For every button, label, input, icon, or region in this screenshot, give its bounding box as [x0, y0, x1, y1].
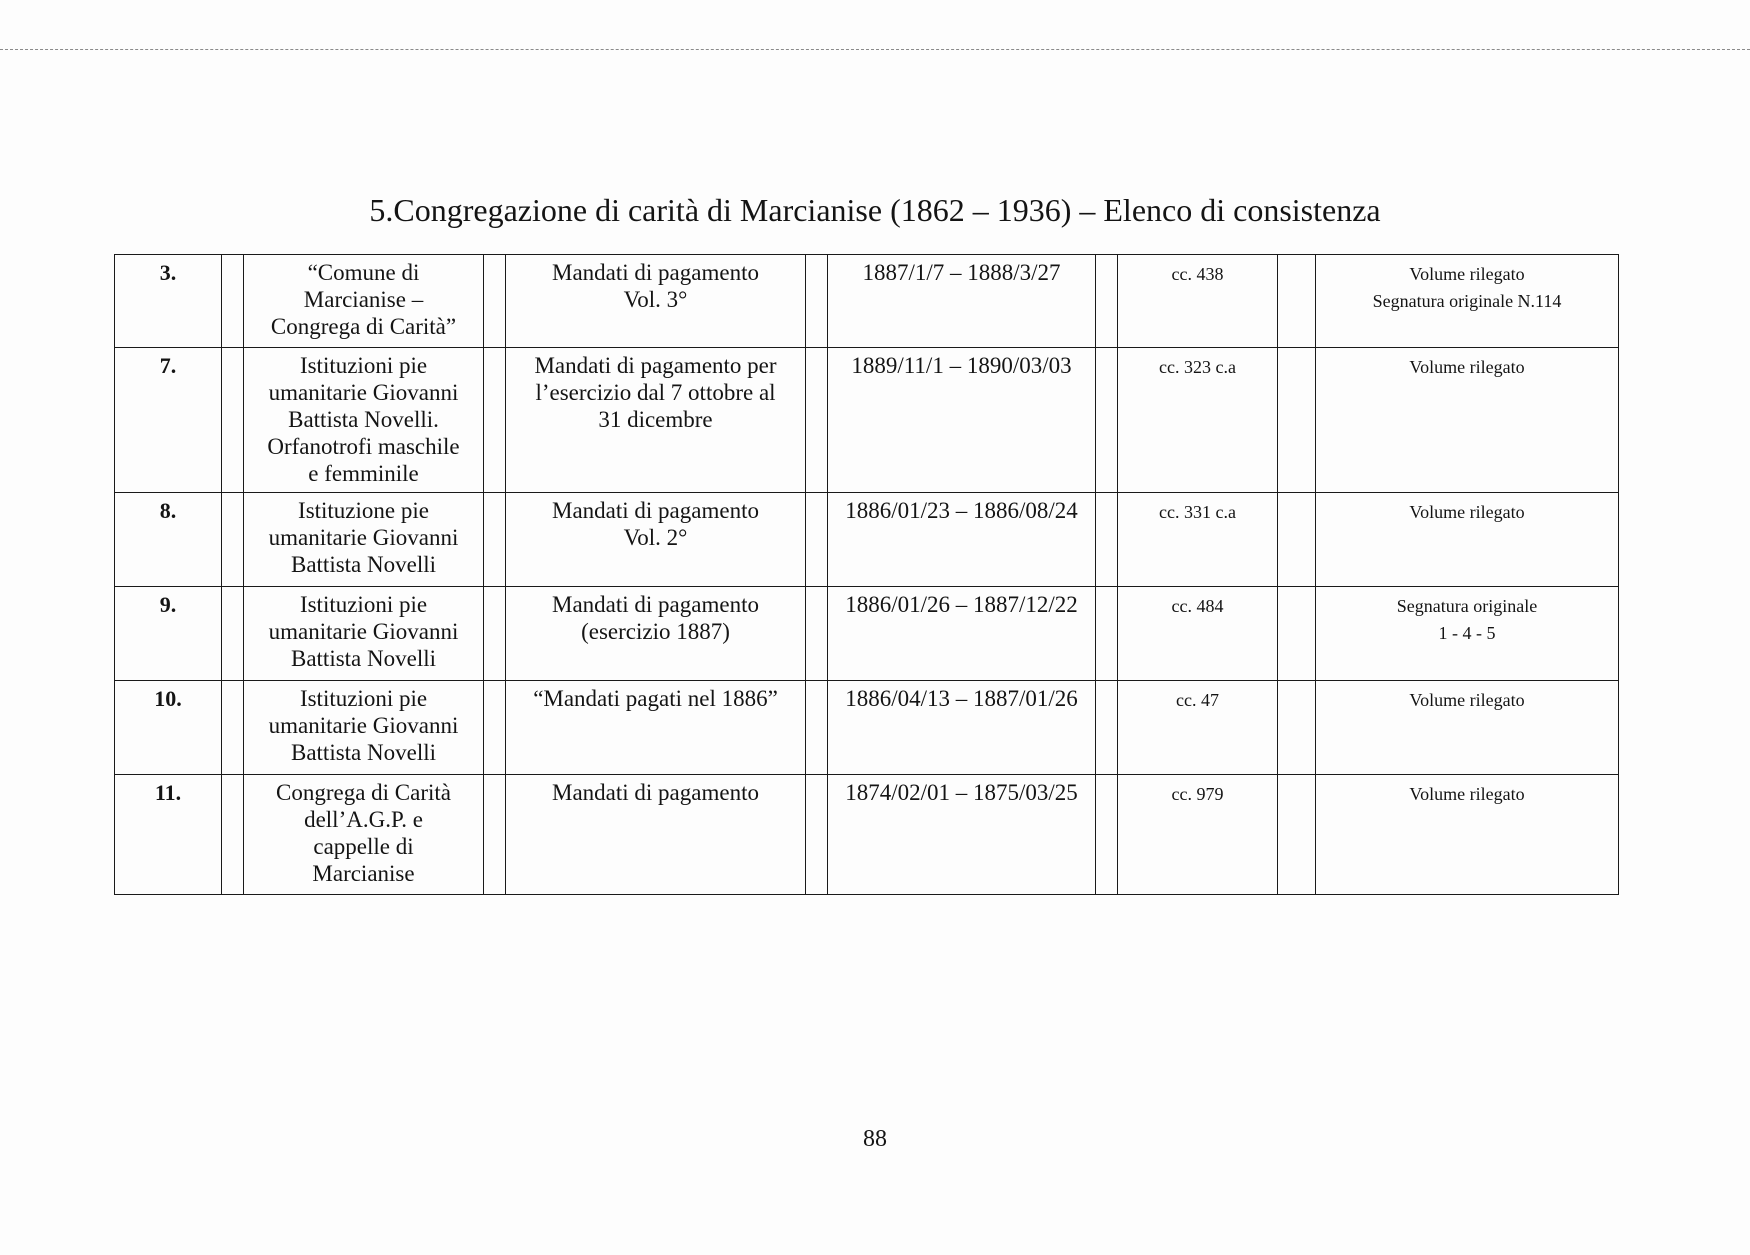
- notes-line: Volume rilegato: [1409, 784, 1525, 804]
- column-divider: [484, 681, 506, 775]
- column-divider: [1096, 255, 1118, 348]
- notes-cell: [1316, 255, 1619, 348]
- description-line: Vol. 3°: [623, 287, 688, 312]
- description-cell: [506, 348, 806, 493]
- description-line: 31 dicembre: [598, 407, 713, 432]
- date-range-cell: 1886/04/13 – 1887/01/26: [828, 681, 1096, 775]
- creator-line: e femminile: [308, 461, 419, 486]
- column-divider: [806, 348, 828, 493]
- column-divider: [1278, 255, 1316, 348]
- column-divider: [1096, 348, 1118, 493]
- description-line: Mandati di pagamento: [552, 780, 759, 805]
- description-line: Vol. 2°: [623, 525, 688, 550]
- creator-line: Congrega di Carità”: [270, 314, 457, 339]
- description-cell: [506, 775, 806, 895]
- creator-line: umanitarie Giovanni: [268, 380, 459, 405]
- column-divider: [1096, 587, 1118, 681]
- creator-line: cappelle di: [313, 834, 414, 859]
- column-divider: [222, 775, 244, 895]
- column-divider: [1278, 587, 1316, 681]
- column-divider: [484, 255, 506, 348]
- creator-line: Congrega di Carità: [275, 780, 451, 805]
- date-range-cell: 1874/02/01 – 1875/03/25: [828, 775, 1096, 895]
- table-row: [115, 681, 1619, 775]
- table-row: [115, 493, 1619, 587]
- creator-line: “Comune di: [307, 260, 420, 285]
- notes-line: Volume rilegato: [1409, 502, 1525, 522]
- creator-line: Battista Novelli.: [288, 407, 439, 432]
- description-line: Mandati di pagamento: [552, 498, 759, 523]
- column-divider: [222, 681, 244, 775]
- notes-line: Volume rilegato: [1409, 264, 1525, 284]
- notes-line: Volume rilegato: [1409, 690, 1525, 710]
- notes-cell: [1316, 587, 1619, 681]
- column-divider: [806, 775, 828, 895]
- notes-cell: [1316, 348, 1619, 493]
- creator-line: Marcianise: [312, 861, 415, 886]
- creator-line: Battista Novelli: [290, 552, 436, 577]
- column-divider: [806, 681, 828, 775]
- column-divider: [222, 587, 244, 681]
- creator-line: Istituzioni pie: [299, 592, 428, 617]
- item-number-cell: 7.: [115, 348, 222, 493]
- notes-line: Segnatura originale: [1396, 596, 1538, 616]
- notes-cell: [1316, 775, 1619, 895]
- creator-cell: [244, 348, 484, 493]
- table-row: [115, 775, 1619, 895]
- page-title: 5.Congregazione di carità di Marcianise (1862 – 1936) – Elenco di consistenza: [369, 192, 1381, 228]
- column-divider: [1278, 348, 1316, 493]
- column-divider: [222, 255, 244, 348]
- column-divider: [222, 493, 244, 587]
- notes-cell: [1316, 493, 1619, 587]
- inventory-table: [114, 254, 1619, 895]
- item-number-cell: 9.: [115, 587, 222, 681]
- notes-cell: [1316, 681, 1619, 775]
- description-line: Mandati di pagamento per: [534, 353, 777, 378]
- creator-line: dell’A.G.P. e: [304, 807, 423, 832]
- description-cell: [506, 255, 806, 348]
- column-divider: [1096, 775, 1118, 895]
- column-divider: [806, 255, 828, 348]
- creator-line: Battista Novelli: [290, 646, 436, 671]
- date-range-cell: 1887/1/7 – 1888/3/27: [828, 255, 1096, 348]
- creator-line: Istituzione pie: [298, 498, 429, 523]
- column-divider: [484, 587, 506, 681]
- description-line: l’esercizio dal 7 ottobre al: [535, 380, 776, 405]
- item-number-cell: 10.: [115, 681, 222, 775]
- creator-line: umanitarie Giovanni: [268, 619, 459, 644]
- creator-line: Orfanotrofi maschile: [267, 434, 460, 459]
- extent-cell: cc. 331 c.a: [1118, 493, 1278, 587]
- column-divider: [806, 587, 828, 681]
- table-row: [115, 348, 1619, 493]
- date-range-cell: 1889/11/1 – 1890/03/03: [828, 348, 1096, 493]
- column-divider: [1096, 493, 1118, 587]
- column-divider: [484, 348, 506, 493]
- column-divider: [806, 493, 828, 587]
- creator-cell: [244, 255, 484, 348]
- notes-line: Volume rilegato: [1409, 357, 1525, 377]
- description-cell: [506, 587, 806, 681]
- column-divider: [1278, 681, 1316, 775]
- table-row: [115, 587, 1619, 681]
- table-body: [115, 255, 1619, 895]
- description-cell: [506, 493, 806, 587]
- creator-line: Istituzioni pie: [299, 686, 428, 711]
- table-row: [115, 255, 1619, 348]
- extent-cell: cc. 438: [1118, 255, 1278, 348]
- column-divider: [1278, 493, 1316, 587]
- scan-border-line: [0, 49, 1750, 50]
- column-divider: [484, 775, 506, 895]
- creator-line: umanitarie Giovanni: [268, 713, 459, 738]
- creator-cell: [244, 493, 484, 587]
- column-divider: [1278, 775, 1316, 895]
- item-number-cell: 3.: [115, 255, 222, 348]
- extent-cell: cc. 979: [1118, 775, 1278, 895]
- creator-line: Istituzioni pie: [299, 353, 428, 378]
- creator-cell: [244, 681, 484, 775]
- creator-line: Marcianise –: [303, 287, 424, 312]
- column-divider: [222, 348, 244, 493]
- column-divider: [1096, 681, 1118, 775]
- item-number-cell: 8.: [115, 493, 222, 587]
- extent-cell: cc. 323 c.a: [1118, 348, 1278, 493]
- page-number: 88: [863, 1126, 887, 1152]
- date-range-cell: 1886/01/26 – 1887/12/22: [828, 587, 1096, 681]
- description-cell: [506, 681, 806, 775]
- description-line: Mandati di pagamento: [552, 260, 759, 285]
- description-line: “Mandati pagati nel 1886”: [533, 686, 778, 711]
- column-divider: [484, 493, 506, 587]
- notes-line: 1 - 4 - 5: [1438, 623, 1496, 643]
- date-range-cell: 1886/01/23 – 1886/08/24: [828, 493, 1096, 587]
- creator-cell: [244, 587, 484, 681]
- creator-cell: [244, 775, 484, 895]
- creator-line: Battista Novelli: [290, 740, 436, 765]
- extent-cell: cc. 484: [1118, 587, 1278, 681]
- extent-cell: cc. 47: [1118, 681, 1278, 775]
- item-number-cell: 11.: [115, 775, 222, 895]
- creator-line: umanitarie Giovanni: [268, 525, 459, 550]
- notes-line: Segnatura originale N.114: [1372, 291, 1562, 311]
- description-line: Mandati di pagamento: [552, 592, 759, 617]
- description-line: (esercizio 1887): [581, 619, 730, 644]
